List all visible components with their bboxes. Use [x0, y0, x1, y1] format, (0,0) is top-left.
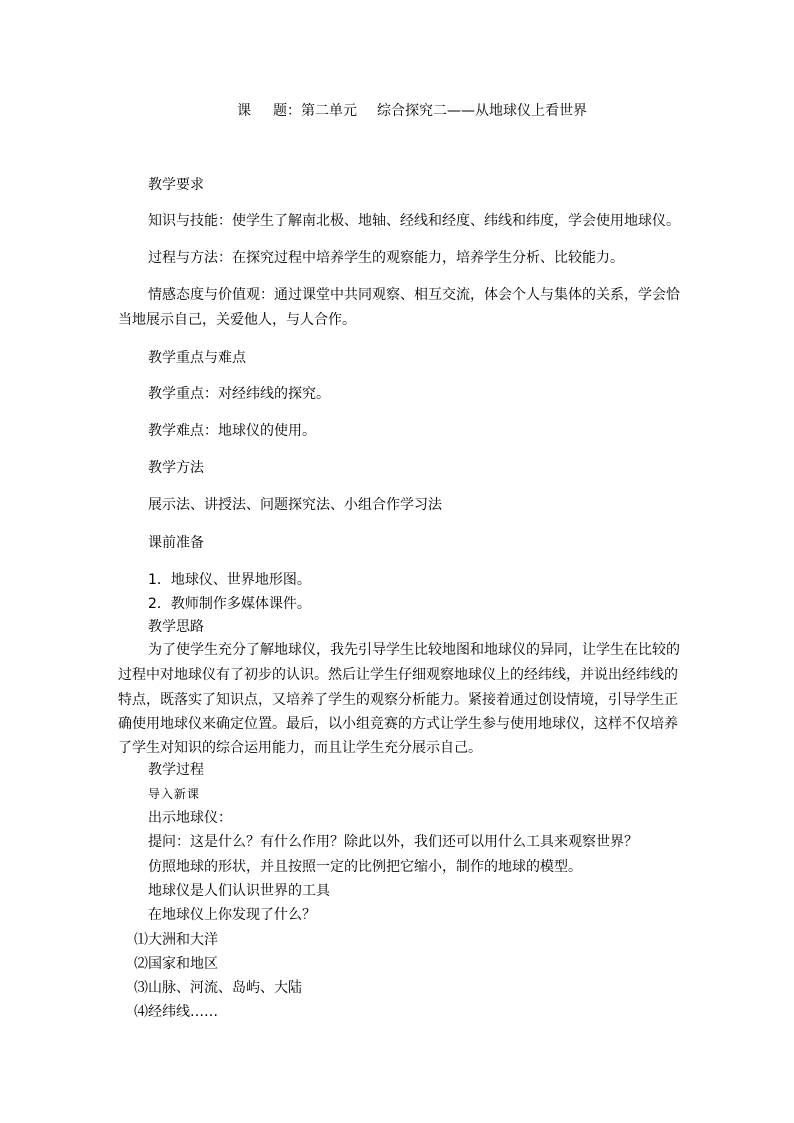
show-globe: 出示地球仪：	[148, 810, 232, 826]
emotion-attitude-line-1: 情感态度与价值观：通过课堂中共同观察、相互交流，体会个人与集体的关系，学会恰	[148, 287, 680, 303]
list-item-4: ⑷经纬线……	[134, 1004, 218, 1020]
title-main: 综合探究二——从地球仪上看世界	[377, 103, 587, 119]
process-methods: 过程与方法：在探究过程中培养学生的观察能力，培养学生分析、比较能力。	[148, 250, 624, 266]
model-line: 仿照地球的形状，并且按照一定的比例把它缩小，制作的地球的模型。	[148, 859, 582, 875]
title-prefix-2: 题：第二单元	[273, 103, 357, 119]
process-heading: 教学过程	[148, 762, 204, 778]
intro-label: 导入新课	[148, 787, 201, 801]
thinking-line-5: 了学生对知识的综合运用能力，而且让学生充分展示自己。	[118, 740, 482, 756]
lesson-title	[237, 100, 587, 120]
methods-content: 展示法、讲授法、问题探究法、小组合作学习法	[148, 497, 442, 513]
question-line: 提问：这是什么？有什么作用？除此以外，我们还可以用什么工具来观察世界？	[148, 834, 638, 850]
preparation-item-2: 2．教师制作多媒体课件。	[148, 596, 311, 612]
thinking-line-1: 为了使学生充分了解地球仪，我先引导学生比较地图和地球仪的异同，让学生在比较的	[148, 642, 680, 658]
discover-line: 在地球仪上你发现了什么？	[148, 907, 316, 923]
preparation-heading: 课前准备	[148, 535, 204, 551]
list-item-2: ⑵国家和地区	[134, 956, 218, 972]
thinking-heading: 教学思路	[148, 619, 204, 635]
title-prefix-1: 课	[237, 103, 251, 119]
methods-heading: 教学方法	[148, 460, 204, 476]
tool-line: 地球仪是人们认识世界的工具	[148, 883, 330, 899]
knowledge-skills: 知识与技能：使学生了解南北极、地轴、经线和经度、纬线和纬度，学会使用地球仪。	[148, 213, 680, 229]
key-points-heading: 教学重点与难点	[148, 350, 246, 366]
list-item-3: ⑶山脉、河流、岛屿、大陆	[134, 980, 302, 996]
thinking-line-3: 特点，既落实了知识点，又培养了学生的观察分析能力。紧接着通过创设情境，引导学生正	[118, 692, 678, 708]
thinking-line-4: 确使用地球仪来确定位置。最后，以小组竞赛的方式让学生参与使用地球仪，这样不仅培养	[118, 716, 678, 732]
thinking-line-2: 过程中对地球仪有了初步的认识。然后让学生仔细观察地球仪上的经纬线，并说出经纬线的	[118, 667, 678, 683]
requirements-heading: 教学要求	[148, 177, 204, 193]
emotion-attitude-line-2: 当地展示自己，关爱他人，与人合作。	[118, 312, 356, 328]
teaching-difficulty: 教学难点：地球仪的使用。	[148, 423, 316, 439]
list-item-1: ⑴大洲和大洋	[134, 932, 218, 948]
preparation-item-1: 1．地球仪、世界地形图。	[148, 572, 311, 588]
teaching-focus: 教学重点：对经纬线的探究。	[148, 386, 330, 402]
